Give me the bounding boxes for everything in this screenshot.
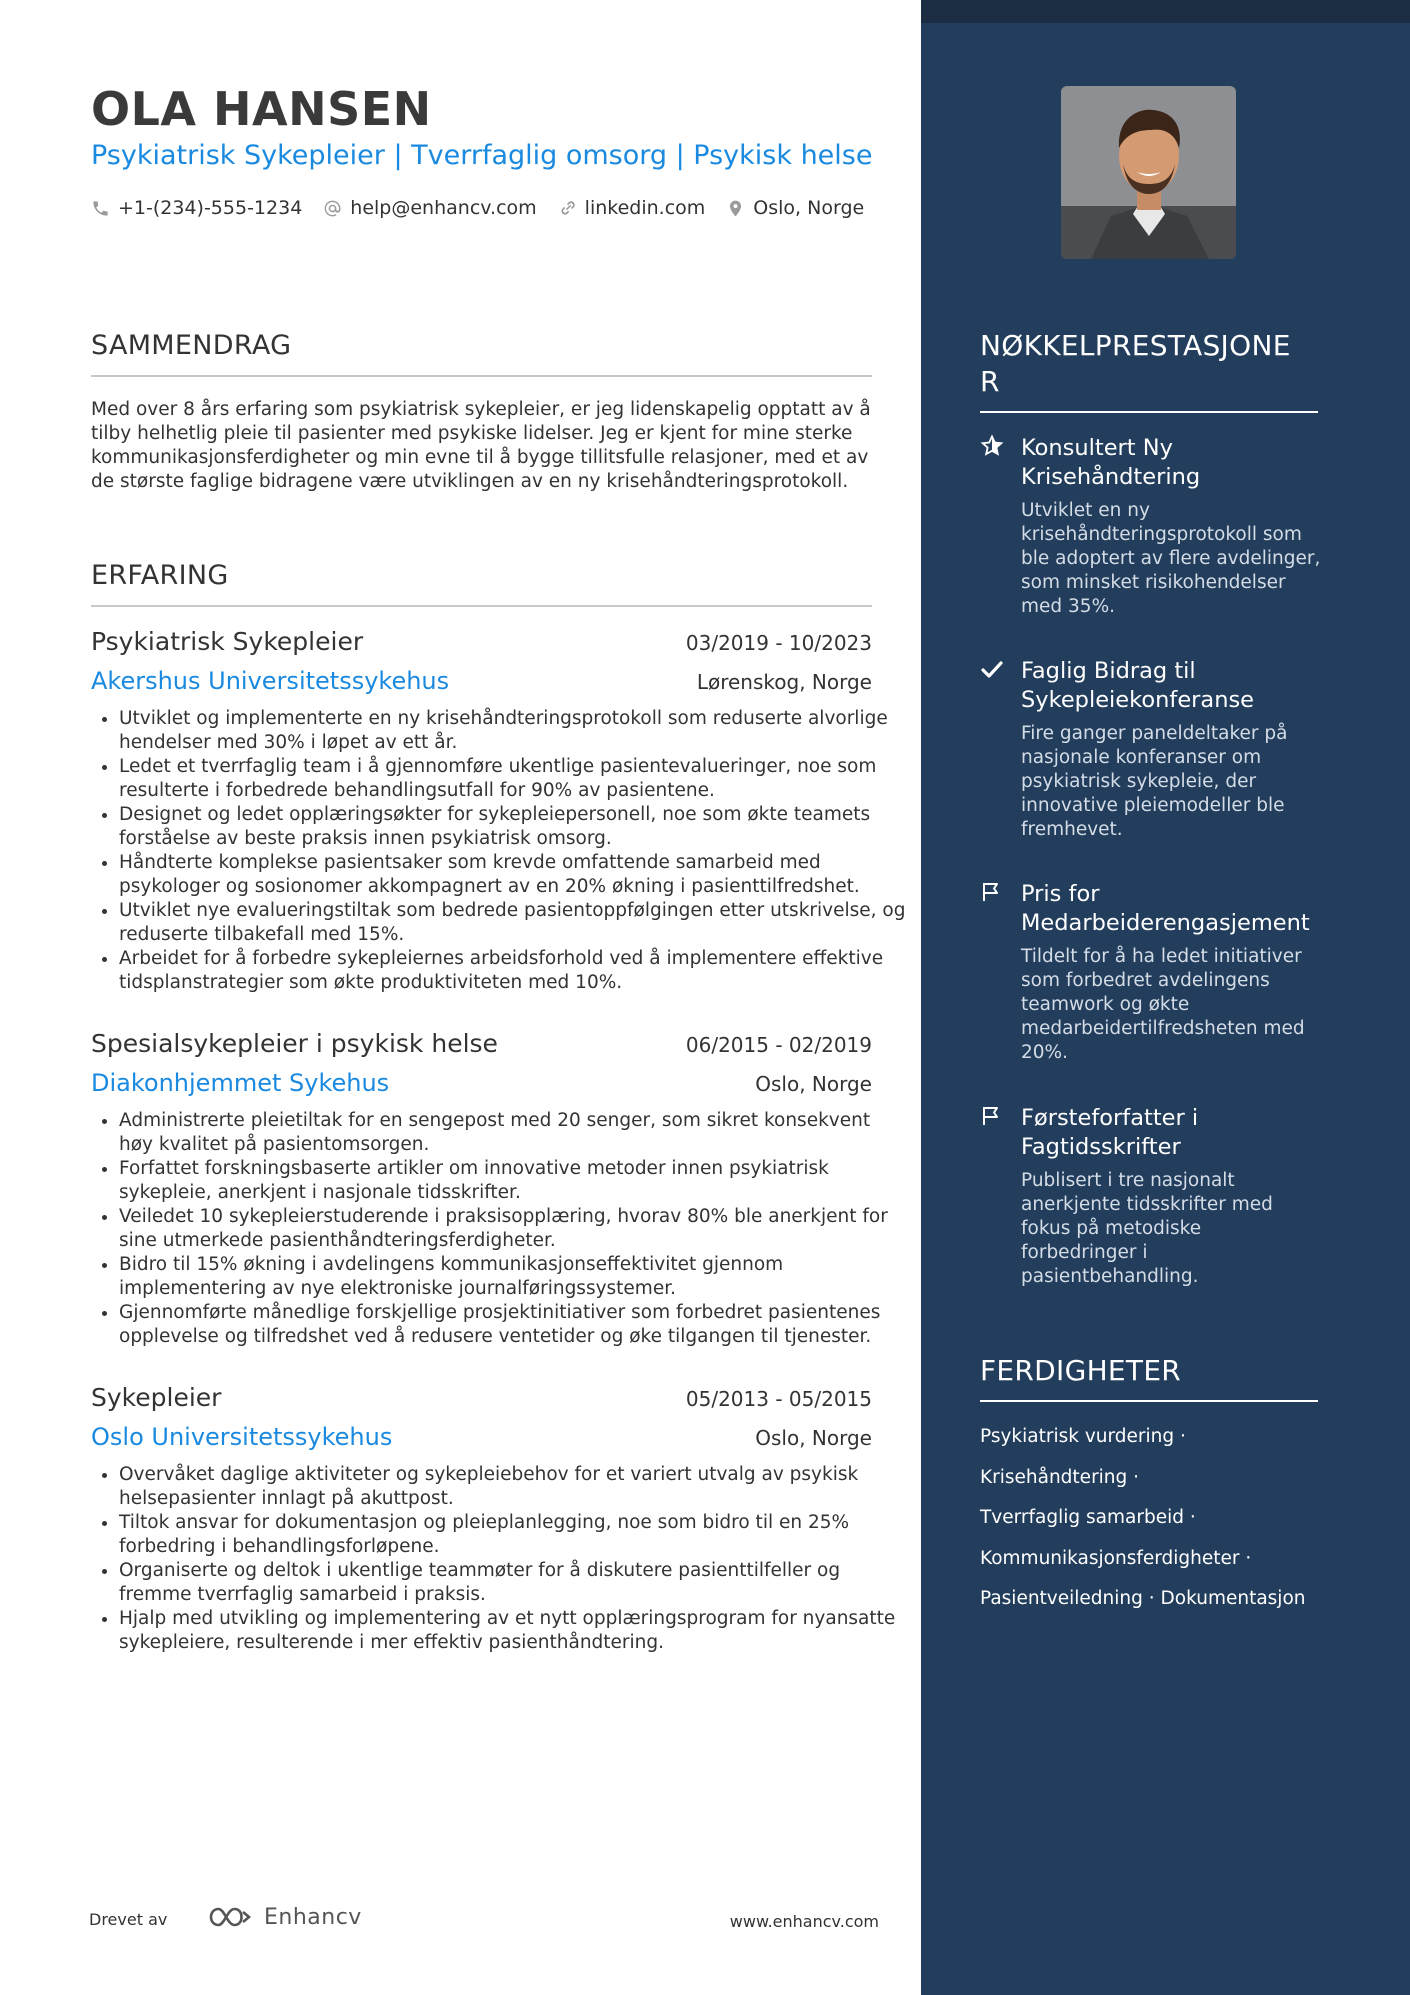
enhancv-logo[interactable] <box>207 1904 362 1930</box>
skills-heading: FERDIGHETER <box>980 1354 1182 1387</box>
location-pin-icon <box>726 199 745 218</box>
footer <box>89 1904 879 1944</box>
job-bullet: • Bidro til 15% økning i avdelingens kommunikasjonseffektivitet gjennom implementering av nye elektroniske journalføringssystemer. <box>119 1253 909 1301</box>
skill-item: Kommunikasjonsferdigheter · <box>980 1547 1252 1569</box>
job-dates: 05/2013 - 05/2015 <box>685 1387 872 1411</box>
summary-divider <box>91 375 872 377</box>
job-bullet: • Tiltok ansvar for dokumentasjon og pleieplanlegging, noe som bidro til en 25% forbedring i behandlingsforløpene. <box>119 1511 909 1559</box>
job-dates: 06/2015 - 02/2019 <box>685 1033 872 1057</box>
company-name[interactable]: Oslo Universitetssykehus <box>91 1423 393 1451</box>
company-name[interactable]: Diakonhjemmet Sykehus <box>91 1069 390 1097</box>
candidate-name: OLA HANSEN <box>91 82 432 136</box>
website-link[interactable]: www.enhancv.com <box>729 1912 879 1931</box>
linkedin-text: linkedin.com <box>584 197 706 219</box>
flag-icon <box>980 880 1004 904</box>
achievements-heading-line: R <box>980 365 1000 398</box>
achievements-divider <box>980 411 1318 413</box>
skills-list <box>980 1425 1320 1628</box>
job-bullets <box>91 1109 909 1349</box>
contact-phone[interactable] <box>91 197 302 219</box>
job-bullets <box>91 1463 909 1655</box>
location-text: Oslo, Norge <box>753 197 865 219</box>
experience-heading: ERFARING <box>91 560 229 591</box>
flag-icon <box>980 1104 1004 1128</box>
job-location: Oslo, Norge <box>755 1426 872 1450</box>
sidebar-top-band <box>921 0 1410 23</box>
job-title: Psykiatrisk Sykepleier <box>91 627 364 656</box>
achievement-title: Faglig Bidrag til Sykepleiekonferanse <box>1021 658 1255 713</box>
skills-divider <box>980 1400 1318 1402</box>
contact-location <box>726 197 864 219</box>
job-location: Oslo, Norge <box>755 1072 872 1096</box>
avatar <box>1061 86 1236 259</box>
brand-text: Enhancv <box>264 1904 362 1930</box>
profile-photo <box>1061 86 1236 259</box>
at-icon <box>323 199 342 218</box>
job-bullets <box>91 707 909 995</box>
skill-item: Psykiatrisk vurdering · <box>980 1426 1186 1447</box>
job-title: Sykepleier <box>91 1383 222 1412</box>
phone-text: +1-(234)-555-1234 <box>118 197 303 219</box>
skill-item: Krisehåndtering · <box>980 1466 1140 1488</box>
job-dates: 03/2019 - 10/2023 <box>685 631 872 655</box>
achievement-description: Utviklet en ny krisehåndteringsprotokoll som ble adoptert av flere avdelinger, som minsket risikohendelser med 35%. <box>1021 500 1321 617</box>
email-text: help@enhancv.com <box>350 197 537 219</box>
job-location: Lørenskog, Norge <box>696 670 872 694</box>
job-bullet: • Designet og ledet opplæringsøkter for sykepleiepersonell, noe som økte teamets forståelse av beste praksis innen psykiatrisk omsorg. <box>119 803 909 851</box>
achievement-description: Fire ganger paneldeltaker på nasjonale konferanser om psykiatrisk sykepleie, der innovative pleiemodeller ble fremhevet. <box>1021 723 1288 840</box>
achievement-title: Konsultert Ny Krisehåndtering <box>1021 435 1201 490</box>
experience-divider <box>91 605 872 607</box>
job-bullet: • Arbeidet for å forbedre sykepleiernes arbeidsforhold ved å implementere effektive tidsplanstrategier som økte produktiviteten med 10%. <box>119 947 909 995</box>
achievement-description: Tildelt for å ha ledet initiativer som forbedret avdelingens teamwork og økte medarbeidertilfredsheten med 20%. <box>1021 946 1305 1063</box>
job-bullet: • Administrerte pleietiltak for en sengepost med 20 senger, som sikret konsekvent høy kvalitet på pasientomsorgen. <box>119 1109 909 1157</box>
star-icon <box>980 434 1004 458</box>
job-bullet: • Veiledet 10 sykepleierstuderende i praksisopplæring, hvorav 80% ble anerkjent for sine utmerkede pasienthåndteringsferdigheter. <box>119 1205 909 1253</box>
skill-item: Tverrfaglig samarbeid · <box>980 1507 1196 1528</box>
job-bullet: • Gjennomførte månedlige forskjellige prosjektinitiativer som forbedret pasientenes opplevelse og tilfredshet ved å redusere ventetider og øke tilgangen til tjenester. <box>119 1301 909 1349</box>
contact-bar <box>91 197 885 219</box>
job-bullet: • Organiserte og deltok i ukentlige teammøter for å diskutere pasienttilfeller og fremme tverrfaglig samarbeid i praksis. <box>119 1559 909 1607</box>
achievement-title: Pris for Medarbeiderengasjement <box>1021 881 1310 936</box>
summary-heading: SAMMENDRAG <box>91 330 292 361</box>
achievements-heading <box>980 328 1291 400</box>
job-bullet: • Utviklet og implementerte en ny krisehåndteringsprotokoll som reduserte alvorlige hendelser med 30% i løpet av ett år. <box>119 707 909 755</box>
job-bullet: • Hjalp med utvikling og implementering av et nytt opplæringsprogram for nyansatte sykepleiere, resulterende i mer effektiv pasienthåndtering. <box>119 1607 909 1655</box>
job-bullet: • Forfattet forskningsbaserte artikler om innovative metoder innen psykiatrisk sykepleie, anerkjent i nasjonale tidsskrifter. <box>119 1157 909 1205</box>
check-icon <box>980 657 1004 681</box>
achievements-heading-line: NØKKELPRESTASJONE <box>980 329 1291 362</box>
job-bullet: • Ledet et tverrfaglig team i å gjennomføre ukentlige pasientevalueringer, noe som resulterte i forbedrede behandlingsutfall for 90% av pasientene. <box>119 755 909 803</box>
sidebar <box>921 0 1410 1995</box>
enhancv-logo-icon <box>207 1904 255 1930</box>
company-name[interactable]: Akershus Universitetssykehus <box>91 667 450 695</box>
summary-text: Med over 8 års erfaring som psykiatrisk sykepleier, er jeg lidenskapelig opptatt av å tilby helhetlig pleie til pasienter med psykiske lidelser. Jeg er kjent for mine sterke kommunikasjonsferdigheter og min evne til å bygge tillitsfulle relasjoner, med et av de største faglige bidragene være utviklingen av en ny krisehåndteringsprotokoll. <box>91 399 871 492</box>
job-bullet: • Overvåket daglige aktiviteter og sykepleiebehov for et variert utvalg av psykisk helsepasienter innlagt på akuttpost. <box>119 1463 909 1511</box>
contact-linkedin[interactable] <box>558 197 706 219</box>
achievement-description: Publisert i tre nasjonalt anerkjente tidsskrifter med fokus på metodiske forbedringer i pasientbehandling. <box>1021 1170 1273 1287</box>
phone-icon <box>91 199 110 218</box>
job-title: Spesialsykepleier i psykisk helse <box>91 1029 498 1058</box>
achievement-title: Førsteforfatter i Fagtidsskrifter <box>1021 1105 1199 1160</box>
contact-email[interactable] <box>323 197 536 219</box>
headline: Psykiatrisk Sykepleier | Tverrfaglig omsorg | Psykisk helse <box>91 140 873 171</box>
skill-item: Pasientveiledning · Dokumentasjon <box>980 1588 1306 1609</box>
job-bullet: • Håndterte komplekse pasientsaker som krevde omfattende samarbeid med psykologer og sosionomer akkompagnert av en 20% økning i pasienttilfredshet. <box>119 851 909 899</box>
powered-by-label: Drevet av <box>89 1910 168 1929</box>
job-bullet: • Utviklet nye evalueringstiltak som bedrede pasientoppfølgingen etter utskrivelse, og reduserte tilbakefall med 15%. <box>119 899 909 947</box>
link-icon <box>558 199 577 218</box>
